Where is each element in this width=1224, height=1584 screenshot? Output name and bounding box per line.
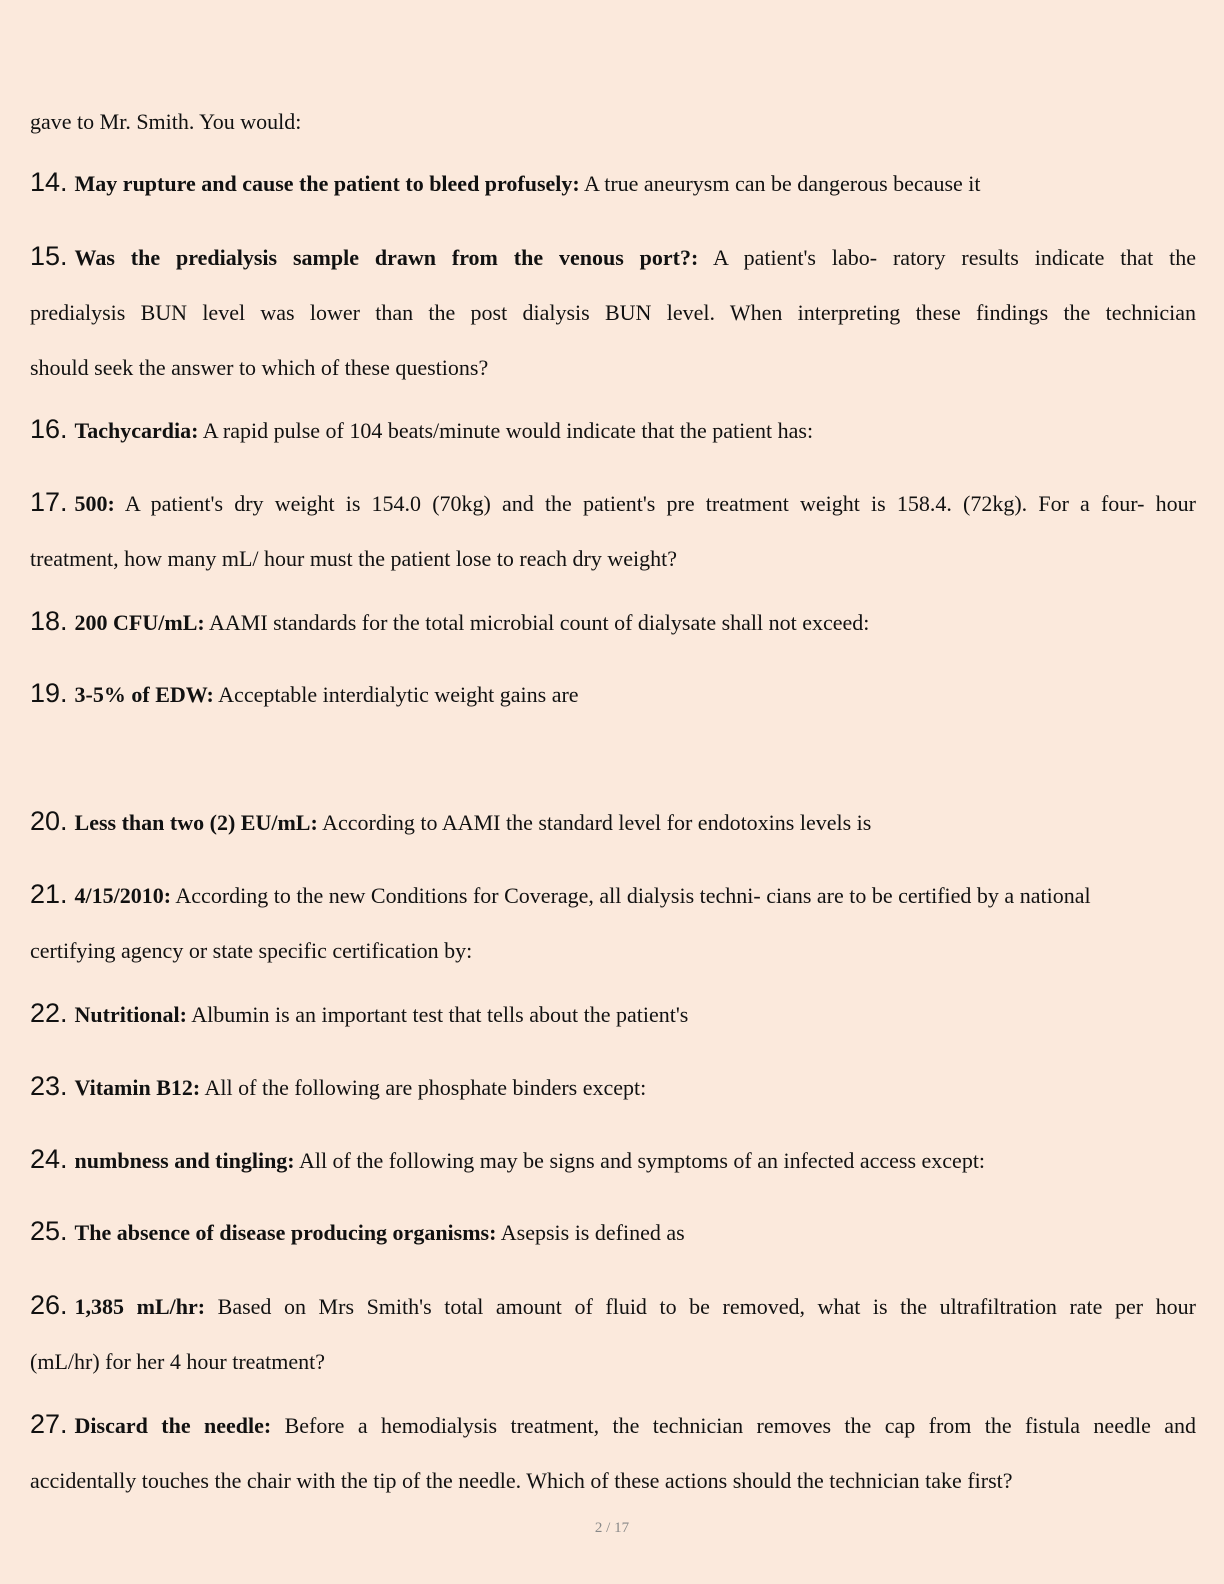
item-question: According to AAMI the standard level for endotoxins levels is — [322, 810, 872, 835]
item-question-continued: treatment, how many mL/ hour must the patient lose to reach dry weight? — [30, 546, 677, 571]
list-item-15 — [30, 242, 1196, 272]
item-question: Acceptable interdialytic weight gains are — [218, 682, 579, 707]
item-answer: Discard the needle: — [74, 1413, 272, 1438]
item-question-continued: certifying agency or state specific certification by: — [30, 938, 473, 963]
item-answer: 500: — [74, 491, 115, 516]
item-answer: May rupture and cause the patient to bleed profusely: — [74, 171, 580, 196]
item-number: 19. — [30, 678, 68, 708]
item-question: A patient's dry weight is 154.0 (70kg) and the patient's pre treatment weight is 158.4. (72kg). For a four- hour — [124, 491, 1196, 516]
item-answer: Tachycardia: — [74, 418, 199, 443]
item-question-continued: (mL/hr) for her 4 hour treatment? — [30, 1349, 326, 1374]
item-answer: Less than two (2) EU/mL: — [74, 810, 318, 835]
item-question: Albumin is an important test that tells about the patient's — [191, 1002, 689, 1027]
item-number: 18. — [30, 606, 68, 636]
item-number: 20. — [30, 806, 68, 836]
item-number: 26. — [30, 1290, 68, 1320]
item-answer: 200 CFU/mL: — [74, 610, 205, 635]
list-item-19 — [30, 679, 1196, 709]
item-number: 17. — [30, 487, 68, 517]
item-question: A rapid pulse of 104 beats/minute would indicate that the patient has: — [202, 418, 814, 443]
item-number: 23. — [30, 1071, 68, 1101]
list-item-20 — [30, 807, 1196, 837]
list-item-25 — [30, 1217, 1196, 1247]
item-question: A patient's labo- ratory results indicate that the — [713, 245, 1197, 270]
item-number: 14. — [30, 167, 68, 197]
list-item-23 — [30, 1072, 1196, 1102]
item-question: All of the following may be signs and symptoms of an infected access except: — [298, 1148, 986, 1173]
list-item-26 — [30, 1291, 1196, 1321]
list-item-14 — [30, 168, 1196, 198]
item-question: A true aneurysm can be dangerous because it — [584, 171, 981, 196]
item-number: 16. — [30, 414, 68, 444]
item-question-continued: accidentally touches the chair with the tip of the needle. Which of these actions should the technician take first? — [30, 1468, 1013, 1493]
item-number: 15. — [30, 241, 68, 271]
list-item-16 — [30, 415, 1196, 445]
item-answer: The absence of disease producing organisms: — [74, 1220, 497, 1245]
page-indicator: 2 / 17 — [594, 1520, 630, 1536]
list-item-24 — [30, 1145, 1196, 1175]
item-question: Based on Mrs Smith's total amount of fluid to be removed, what is the ultrafiltration rate per hour — [217, 1294, 1196, 1319]
item-question: Asepsis is defined as — [500, 1220, 685, 1245]
item-answer: 4/15/2010: — [74, 883, 172, 908]
item-number: 27. — [30, 1409, 68, 1439]
list-item-22 — [30, 999, 1196, 1029]
item-question-continued: should seek the answer to which of these questions? — [30, 355, 489, 380]
item-number: 21. — [30, 879, 68, 909]
item-question: Before a hemodialysis treatment, the technician removes the cap from the fistula needle and — [284, 1413, 1196, 1438]
item-number: 24. — [30, 1144, 68, 1174]
intro-text: gave to Mr. Smith. You would: — [30, 109, 302, 134]
item-question: AAMI standards for the total microbial count of dialysate shall not exceed: — [209, 610, 870, 635]
item-answer: Was the predialysis sample drawn from the venous port?: — [74, 245, 699, 270]
item-answer: Nutritional: — [74, 1002, 187, 1027]
item-question: All of the following are phosphate binders except: — [204, 1075, 647, 1100]
item-number: 25. — [30, 1216, 68, 1246]
list-item-27 — [30, 1410, 1196, 1440]
item-answer: 1,385 mL/hr: — [74, 1294, 206, 1319]
item-number: 22. — [30, 998, 68, 1028]
item-question: According to the new Conditions for Coverage, all dialysis techni- cians are to be certified by a national — [175, 883, 1091, 908]
list-item-17 — [30, 488, 1196, 518]
item-answer: numbness and tingling: — [74, 1148, 295, 1173]
item-answer: Vitamin B12: — [74, 1075, 201, 1100]
list-item-21 — [30, 880, 1196, 910]
item-answer: 3-5% of EDW: — [74, 682, 214, 707]
item-question-continued: predialysis BUN level was lower than the post dialysis BUN level. When interpreting these findings the technician — [30, 300, 1196, 325]
list-item-18 — [30, 607, 1196, 637]
